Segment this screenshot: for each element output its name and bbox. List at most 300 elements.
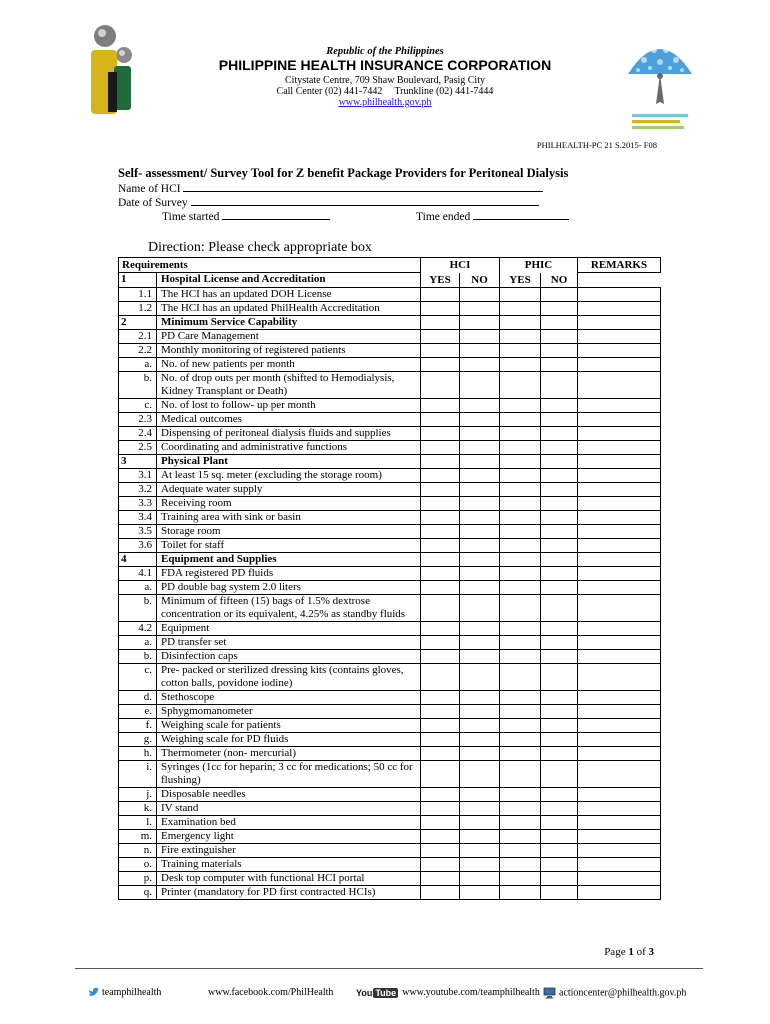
phic-yes-checkbox[interactable] bbox=[500, 746, 541, 760]
phic-no-checkbox[interactable] bbox=[541, 412, 578, 426]
remarks-cell[interactable] bbox=[578, 871, 661, 885]
footer-youtube[interactable] bbox=[356, 987, 540, 998]
remarks-cell[interactable] bbox=[578, 857, 661, 871]
row-description: Sphygmomanometer bbox=[157, 704, 421, 718]
row-description: Medical outcomes bbox=[157, 412, 421, 426]
phic-yes-checkbox[interactable] bbox=[500, 398, 541, 412]
row-description: PD transfer set bbox=[157, 635, 421, 649]
table-row bbox=[119, 510, 661, 524]
remarks-cell[interactable] bbox=[578, 482, 661, 496]
row-description: Disposable needles bbox=[157, 787, 421, 801]
phic-yes-checkbox[interactable] bbox=[500, 871, 541, 885]
hci-no-checkbox[interactable] bbox=[460, 649, 500, 663]
phic-no-header: NO bbox=[541, 273, 578, 288]
row-number: 4.1 bbox=[119, 566, 157, 580]
hci-yes-checkbox[interactable] bbox=[421, 746, 460, 760]
remarks-cell[interactable] bbox=[578, 649, 661, 663]
row-number: g. bbox=[119, 732, 157, 746]
phic-no-checkbox[interactable] bbox=[541, 829, 578, 843]
table-row bbox=[119, 426, 661, 440]
row-number: 2.2 bbox=[119, 343, 157, 357]
phic-no-checkbox[interactable] bbox=[541, 468, 578, 482]
time-ended-field[interactable] bbox=[473, 210, 569, 220]
footer-twitter[interactable] bbox=[88, 987, 161, 998]
remarks-cell[interactable] bbox=[578, 426, 661, 440]
phic-yes-header: YES bbox=[500, 273, 541, 288]
phic-yes-checkbox[interactable] bbox=[500, 787, 541, 801]
phic-no-checkbox[interactable] bbox=[541, 885, 578, 899]
phic-no-checkbox[interactable] bbox=[541, 482, 578, 496]
hci-yes-checkbox[interactable] bbox=[421, 496, 460, 510]
table-row bbox=[119, 732, 661, 746]
time-started-field[interactable] bbox=[222, 210, 330, 220]
phic-yes-checkbox[interactable] bbox=[500, 857, 541, 871]
hci-no-checkbox[interactable] bbox=[460, 524, 500, 538]
row-description: Physical Plant bbox=[157, 454, 421, 468]
row-number: m. bbox=[119, 829, 157, 843]
hci-yes-checkbox[interactable] bbox=[421, 426, 460, 440]
table-row bbox=[119, 538, 661, 552]
row-number: 2.5 bbox=[119, 440, 157, 454]
form-code: PHILHEALTH-PC 21 S.2015- F08 bbox=[536, 140, 657, 150]
hci-yes-checkbox[interactable] bbox=[421, 538, 460, 552]
phic-yes-checkbox[interactable] bbox=[500, 412, 541, 426]
hci-yes-checkbox[interactable] bbox=[421, 594, 460, 621]
remarks-cell[interactable] bbox=[578, 440, 661, 454]
phic-no-checkbox[interactable] bbox=[541, 510, 578, 524]
hci-yes-checkbox[interactable] bbox=[421, 371, 460, 398]
hci-no-checkbox[interactable] bbox=[460, 510, 500, 524]
page-total: 3 bbox=[648, 946, 654, 958]
phic-no-checkbox[interactable] bbox=[541, 690, 578, 704]
phic-yes-checkbox[interactable] bbox=[500, 635, 541, 649]
phic-yes-checkbox[interactable] bbox=[500, 524, 541, 538]
table-row bbox=[119, 496, 661, 510]
phic-yes-checkbox[interactable] bbox=[500, 621, 541, 635]
hci-no-checkbox[interactable] bbox=[460, 454, 500, 468]
hci-yes-checkbox[interactable] bbox=[421, 649, 460, 663]
row-description: Monthly monitoring of registered patients bbox=[157, 343, 421, 357]
remarks-cell[interactable] bbox=[578, 885, 661, 899]
footer-email[interactable] bbox=[543, 987, 686, 999]
table-row bbox=[119, 301, 661, 315]
phic-yes-checkbox[interactable] bbox=[500, 357, 541, 371]
remarks-cell[interactable] bbox=[578, 704, 661, 718]
phic-no-checkbox[interactable] bbox=[541, 704, 578, 718]
hci-yes-checkbox[interactable] bbox=[421, 843, 460, 857]
hci-no-checkbox[interactable] bbox=[460, 815, 500, 829]
footer-facebook[interactable] bbox=[208, 987, 333, 998]
row-description: IV stand bbox=[157, 801, 421, 815]
hci-no-checkbox[interactable] bbox=[460, 580, 500, 594]
phic-yes-checkbox[interactable] bbox=[500, 301, 541, 315]
phic-no-checkbox[interactable] bbox=[541, 524, 578, 538]
table-row bbox=[119, 663, 661, 690]
hci-no-checkbox[interactable] bbox=[460, 801, 500, 815]
hci-no-checkbox[interactable] bbox=[460, 690, 500, 704]
phic-no-checkbox[interactable] bbox=[541, 398, 578, 412]
phic-no-checkbox[interactable] bbox=[541, 760, 578, 787]
hci-yes-checkbox[interactable] bbox=[421, 329, 460, 343]
phic-no-checkbox[interactable] bbox=[541, 857, 578, 871]
row-description: No. of drop outs per month (shifted to Hemodialysis, Kidney Transplant or Death) bbox=[157, 371, 421, 398]
remarks-cell[interactable] bbox=[578, 594, 661, 621]
table-row bbox=[119, 621, 661, 635]
hci-no-checkbox[interactable] bbox=[460, 843, 500, 857]
hci-no-checkbox[interactable] bbox=[460, 857, 500, 871]
phic-no-checkbox[interactable] bbox=[541, 594, 578, 621]
hci-yes-checkbox[interactable] bbox=[421, 663, 460, 690]
remarks-cell[interactable] bbox=[578, 635, 661, 649]
hci-no-checkbox[interactable] bbox=[460, 885, 500, 899]
row-description: Fire extinguisher bbox=[157, 843, 421, 857]
table-row bbox=[119, 329, 661, 343]
row-description: Training materials bbox=[157, 857, 421, 871]
row-number: 3.5 bbox=[119, 524, 157, 538]
row-number: b. bbox=[119, 371, 157, 398]
row-description: Equipment and Supplies bbox=[157, 552, 421, 566]
remarks-cell[interactable] bbox=[578, 301, 661, 315]
remarks-cell[interactable] bbox=[578, 843, 661, 857]
hci-no-checkbox[interactable] bbox=[460, 594, 500, 621]
hci-no-checkbox[interactable] bbox=[460, 621, 500, 635]
row-number: 3.3 bbox=[119, 496, 157, 510]
phic-no-checkbox[interactable] bbox=[541, 287, 578, 301]
table-row bbox=[119, 357, 661, 371]
hci-yes-checkbox[interactable] bbox=[421, 760, 460, 787]
hci-yes-checkbox[interactable] bbox=[421, 524, 460, 538]
table-row bbox=[119, 580, 661, 594]
hci-no-checkbox[interactable] bbox=[460, 829, 500, 843]
hci-no-checkbox[interactable] bbox=[460, 496, 500, 510]
hci-yes-checkbox[interactable] bbox=[421, 440, 460, 454]
remarks-cell[interactable] bbox=[578, 524, 661, 538]
hci-yes-checkbox[interactable] bbox=[421, 718, 460, 732]
hci-yes-checkbox[interactable] bbox=[421, 566, 460, 580]
row-description: Printer (mandatory for PD first contracted HCIs) bbox=[157, 885, 421, 899]
hci-no-checkbox[interactable] bbox=[460, 538, 500, 552]
phic-yes-checkbox[interactable] bbox=[500, 649, 541, 663]
hci-yes-checkbox[interactable] bbox=[421, 829, 460, 843]
table-row bbox=[119, 412, 661, 426]
hci-yes-checkbox[interactable] bbox=[421, 482, 460, 496]
remarks-cell[interactable] bbox=[578, 621, 661, 635]
phic-no-checkbox[interactable] bbox=[541, 787, 578, 801]
remarks-cell[interactable] bbox=[578, 412, 661, 426]
row-number: a. bbox=[119, 635, 157, 649]
table-row bbox=[119, 273, 661, 288]
hci-no-checkbox[interactable] bbox=[460, 301, 500, 315]
phic-no-checkbox[interactable] bbox=[541, 732, 578, 746]
table-row bbox=[119, 315, 661, 329]
hci-yes-checkbox[interactable] bbox=[421, 732, 460, 746]
remarks-cell[interactable] bbox=[578, 315, 661, 329]
remarks-cell[interactable] bbox=[578, 398, 661, 412]
row-number: 3.4 bbox=[119, 510, 157, 524]
table-row bbox=[119, 649, 661, 663]
hci-yes-checkbox[interactable] bbox=[421, 580, 460, 594]
phic-yes-checkbox[interactable] bbox=[500, 801, 541, 815]
hci-no-checkbox[interactable] bbox=[460, 871, 500, 885]
phic-yes-checkbox[interactable] bbox=[500, 343, 541, 357]
hci-no-checkbox[interactable] bbox=[460, 552, 500, 566]
name-of-hci-row bbox=[118, 182, 543, 195]
phic-yes-checkbox[interactable] bbox=[500, 829, 541, 843]
hci-yes-checkbox[interactable] bbox=[421, 871, 460, 885]
hci-no-checkbox[interactable] bbox=[460, 412, 500, 426]
row-description: Syringes (1cc for heparin; 3 cc for medications; 50 cc for flushing) bbox=[157, 760, 421, 787]
phic-no-checkbox[interactable] bbox=[541, 496, 578, 510]
hci-no-checkbox[interactable] bbox=[460, 732, 500, 746]
hci-yes-checkbox[interactable] bbox=[421, 412, 460, 426]
remarks-cell[interactable] bbox=[578, 801, 661, 815]
remarks-cell[interactable] bbox=[578, 496, 661, 510]
phic-no-checkbox[interactable] bbox=[541, 538, 578, 552]
row-description: Storage room bbox=[157, 524, 421, 538]
remarks-cell[interactable] bbox=[578, 815, 661, 829]
hci-no-checkbox[interactable] bbox=[460, 398, 500, 412]
row-number: a. bbox=[119, 357, 157, 371]
hci-yes-checkbox[interactable] bbox=[421, 287, 460, 301]
contact-numbers bbox=[0, 86, 770, 97]
phic-no-checkbox[interactable] bbox=[541, 635, 578, 649]
remarks-cell[interactable] bbox=[578, 787, 661, 801]
phic-yes-checkbox[interactable] bbox=[500, 718, 541, 732]
row-description: FDA registered PD fluids bbox=[157, 566, 421, 580]
remarks-cell[interactable] bbox=[578, 329, 661, 343]
phic-no-checkbox[interactable] bbox=[541, 843, 578, 857]
phic-yes-checkbox[interactable] bbox=[500, 552, 541, 566]
row-description: Hospital License and Accreditation bbox=[157, 273, 421, 288]
hci-yes-checkbox[interactable] bbox=[421, 787, 460, 801]
row-description: Minimum of fifteen (15) bags of 1.5% dextrose concentration or its equivalent, 4.25% as standby fluids bbox=[157, 594, 421, 621]
hci-yes-checkbox[interactable] bbox=[421, 857, 460, 871]
row-number: o. bbox=[119, 857, 157, 871]
hci-header: HCI bbox=[421, 258, 500, 273]
phic-no-checkbox[interactable] bbox=[541, 580, 578, 594]
row-number: 1 bbox=[119, 273, 157, 288]
hci-no-checkbox[interactable] bbox=[460, 343, 500, 357]
phic-yes-checkbox[interactable] bbox=[500, 482, 541, 496]
hci-no-checkbox[interactable] bbox=[460, 315, 500, 329]
hci-yes-checkbox[interactable] bbox=[421, 690, 460, 704]
hci-yes-checkbox[interactable] bbox=[421, 398, 460, 412]
phic-yes-checkbox[interactable] bbox=[500, 594, 541, 621]
twitter-icon bbox=[88, 987, 99, 998]
phic-no-checkbox[interactable] bbox=[541, 871, 578, 885]
remarks-cell[interactable] bbox=[578, 538, 661, 552]
hci-no-checkbox[interactable] bbox=[460, 663, 500, 690]
remarks-cell[interactable] bbox=[578, 663, 661, 690]
row-number: 1.2 bbox=[119, 301, 157, 315]
address: Citystate Centre, 709 Shaw Boulevard, Pasig City bbox=[285, 75, 485, 86]
hci-no-checkbox[interactable] bbox=[460, 468, 500, 482]
remarks-cell[interactable] bbox=[578, 343, 661, 357]
phic-no-checkbox[interactable] bbox=[541, 329, 578, 343]
remarks-cell[interactable] bbox=[578, 580, 661, 594]
row-description: PD Care Management bbox=[157, 329, 421, 343]
row-description: No. of lost to follow- up per month bbox=[157, 398, 421, 412]
youtube-logo-tube: Tube bbox=[375, 987, 397, 998]
row-description: PD double bag system 2.0 liters bbox=[157, 580, 421, 594]
table-row bbox=[119, 885, 661, 899]
remarks-cell[interactable] bbox=[578, 454, 661, 468]
phic-no-checkbox[interactable] bbox=[541, 801, 578, 815]
date-of-survey-field[interactable] bbox=[191, 196, 539, 206]
email-link: actioncenter@philhealth.gov.ph bbox=[559, 987, 687, 999]
remarks-header: REMARKS bbox=[578, 258, 661, 273]
remarks-cell[interactable] bbox=[578, 357, 661, 371]
hci-yes-checkbox[interactable] bbox=[421, 704, 460, 718]
footer-divider bbox=[75, 968, 703, 969]
direction-text: : Please check appropriate box bbox=[200, 240, 372, 255]
phic-yes-checkbox[interactable] bbox=[500, 510, 541, 524]
hci-yes-checkbox[interactable] bbox=[421, 454, 460, 468]
hci-yes-checkbox[interactable] bbox=[421, 343, 460, 357]
hci-yes-checkbox[interactable] bbox=[421, 301, 460, 315]
date-of-survey-row bbox=[118, 196, 539, 209]
phic-yes-checkbox[interactable] bbox=[500, 329, 541, 343]
phic-yes-checkbox[interactable] bbox=[500, 440, 541, 454]
page-number bbox=[604, 946, 654, 958]
row-description: Emergency light bbox=[157, 829, 421, 843]
phic-no-checkbox[interactable] bbox=[541, 440, 578, 454]
table-row bbox=[119, 287, 661, 301]
hci-no-checkbox[interactable] bbox=[460, 440, 500, 454]
phic-yes-checkbox[interactable] bbox=[500, 566, 541, 580]
table-row bbox=[119, 594, 661, 621]
phic-no-checkbox[interactable] bbox=[541, 746, 578, 760]
remarks-cell[interactable] bbox=[578, 732, 661, 746]
hci-yes-header: YES bbox=[421, 273, 460, 288]
row-number: d. bbox=[119, 690, 157, 704]
date-of-survey-label: Date of Survey bbox=[118, 197, 188, 209]
phic-yes-checkbox[interactable] bbox=[500, 468, 541, 482]
phic-yes-checkbox[interactable] bbox=[500, 287, 541, 301]
hci-yes-checkbox[interactable] bbox=[421, 815, 460, 829]
remarks-cell[interactable] bbox=[578, 690, 661, 704]
hci-no-checkbox[interactable] bbox=[460, 635, 500, 649]
hci-yes-checkbox[interactable] bbox=[421, 315, 460, 329]
remarks-cell[interactable] bbox=[578, 746, 661, 760]
organization-name: PHILIPPINE HEALTH INSURANCE CORPORATION bbox=[218, 57, 552, 73]
hci-no-checkbox[interactable] bbox=[460, 329, 500, 343]
name-of-hci-field[interactable] bbox=[183, 182, 543, 192]
hci-no-checkbox[interactable] bbox=[460, 371, 500, 398]
phic-yes-checkbox[interactable] bbox=[500, 315, 541, 329]
phic-yes-checkbox[interactable] bbox=[500, 704, 541, 718]
remarks-cell[interactable] bbox=[578, 287, 661, 301]
phic-yes-checkbox[interactable] bbox=[500, 732, 541, 746]
phic-yes-checkbox[interactable] bbox=[500, 885, 541, 899]
phic-yes-checkbox[interactable] bbox=[500, 538, 541, 552]
phic-no-checkbox[interactable] bbox=[541, 621, 578, 635]
hci-no-checkbox[interactable] bbox=[460, 746, 500, 760]
remarks-cell[interactable] bbox=[578, 718, 661, 732]
page-prefix: Page bbox=[604, 946, 626, 958]
hci-no-checkbox[interactable] bbox=[460, 426, 500, 440]
hci-yes-checkbox[interactable] bbox=[421, 510, 460, 524]
phic-no-checkbox[interactable] bbox=[541, 815, 578, 829]
table-row bbox=[119, 857, 661, 871]
remarks-cell[interactable] bbox=[578, 510, 661, 524]
phic-yes-checkbox[interactable] bbox=[500, 815, 541, 829]
twitter-handle: teamphilhealth bbox=[102, 987, 162, 998]
hci-yes-checkbox[interactable] bbox=[421, 801, 460, 815]
phic-no-checkbox[interactable] bbox=[541, 552, 578, 566]
remarks-cell[interactable] bbox=[578, 829, 661, 843]
remarks-cell[interactable] bbox=[578, 371, 661, 398]
phic-no-checkbox[interactable] bbox=[541, 566, 578, 580]
form-title: Self- assessment/ Survey Tool for Z benefit Package Providers for Peritoneal Dialysis bbox=[118, 166, 569, 180]
hci-yes-checkbox[interactable] bbox=[421, 635, 460, 649]
row-number: p. bbox=[119, 871, 157, 885]
phic-no-checkbox[interactable] bbox=[541, 301, 578, 315]
phic-yes-checkbox[interactable] bbox=[500, 663, 541, 690]
hci-no-checkbox[interactable] bbox=[460, 760, 500, 787]
phic-no-checkbox[interactable] bbox=[541, 454, 578, 468]
hci-yes-checkbox[interactable] bbox=[421, 468, 460, 482]
phic-yes-checkbox[interactable] bbox=[500, 454, 541, 468]
hci-yes-checkbox[interactable] bbox=[421, 552, 460, 566]
hci-no-checkbox[interactable] bbox=[460, 704, 500, 718]
phic-no-checkbox[interactable] bbox=[541, 357, 578, 371]
hci-no-checkbox[interactable] bbox=[460, 787, 500, 801]
phic-yes-checkbox[interactable] bbox=[500, 496, 541, 510]
phic-no-checkbox[interactable] bbox=[541, 426, 578, 440]
remarks-cell[interactable] bbox=[578, 566, 661, 580]
phic-no-checkbox[interactable] bbox=[541, 315, 578, 329]
phic-no-checkbox[interactable] bbox=[541, 663, 578, 690]
hci-no-checkbox[interactable] bbox=[460, 566, 500, 580]
row-number: f. bbox=[119, 718, 157, 732]
phic-yes-checkbox[interactable] bbox=[500, 843, 541, 857]
table-row bbox=[119, 746, 661, 760]
row-number: 4 bbox=[119, 552, 157, 566]
hci-no-checkbox[interactable] bbox=[460, 287, 500, 301]
row-number: 3.6 bbox=[119, 538, 157, 552]
hci-yes-checkbox[interactable] bbox=[421, 357, 460, 371]
phic-no-checkbox[interactable] bbox=[541, 343, 578, 357]
phic-yes-checkbox[interactable] bbox=[500, 690, 541, 704]
remarks-cell[interactable] bbox=[578, 552, 661, 566]
computer-icon bbox=[543, 987, 556, 999]
hci-no-checkbox[interactable] bbox=[460, 357, 500, 371]
row-number: j. bbox=[119, 787, 157, 801]
phic-yes-checkbox[interactable] bbox=[500, 426, 541, 440]
phic-yes-checkbox[interactable] bbox=[500, 580, 541, 594]
remarks-cell[interactable] bbox=[578, 468, 661, 482]
row-description: Disinfection caps bbox=[157, 649, 421, 663]
row-number: a. bbox=[119, 580, 157, 594]
row-description: No. of new patients per month bbox=[157, 357, 421, 371]
row-description: Examination bed bbox=[157, 815, 421, 829]
phic-no-checkbox[interactable] bbox=[541, 371, 578, 398]
call-center: Call Center (02) 441-7442 bbox=[276, 86, 383, 97]
hci-no-checkbox[interactable] bbox=[460, 482, 500, 496]
website-link[interactable]: www.philhealth.gov.ph bbox=[338, 97, 432, 108]
phic-no-checkbox[interactable] bbox=[541, 718, 578, 732]
hci-no-checkbox[interactable] bbox=[460, 718, 500, 732]
hci-yes-checkbox[interactable] bbox=[421, 885, 460, 899]
phic-yes-checkbox[interactable] bbox=[500, 371, 541, 398]
row-number: b. bbox=[119, 594, 157, 621]
row-number: 2.3 bbox=[119, 412, 157, 426]
phic-no-checkbox[interactable] bbox=[541, 649, 578, 663]
hci-yes-checkbox[interactable] bbox=[421, 621, 460, 635]
remarks-cell[interactable] bbox=[578, 760, 661, 787]
phic-yes-checkbox[interactable] bbox=[500, 760, 541, 787]
